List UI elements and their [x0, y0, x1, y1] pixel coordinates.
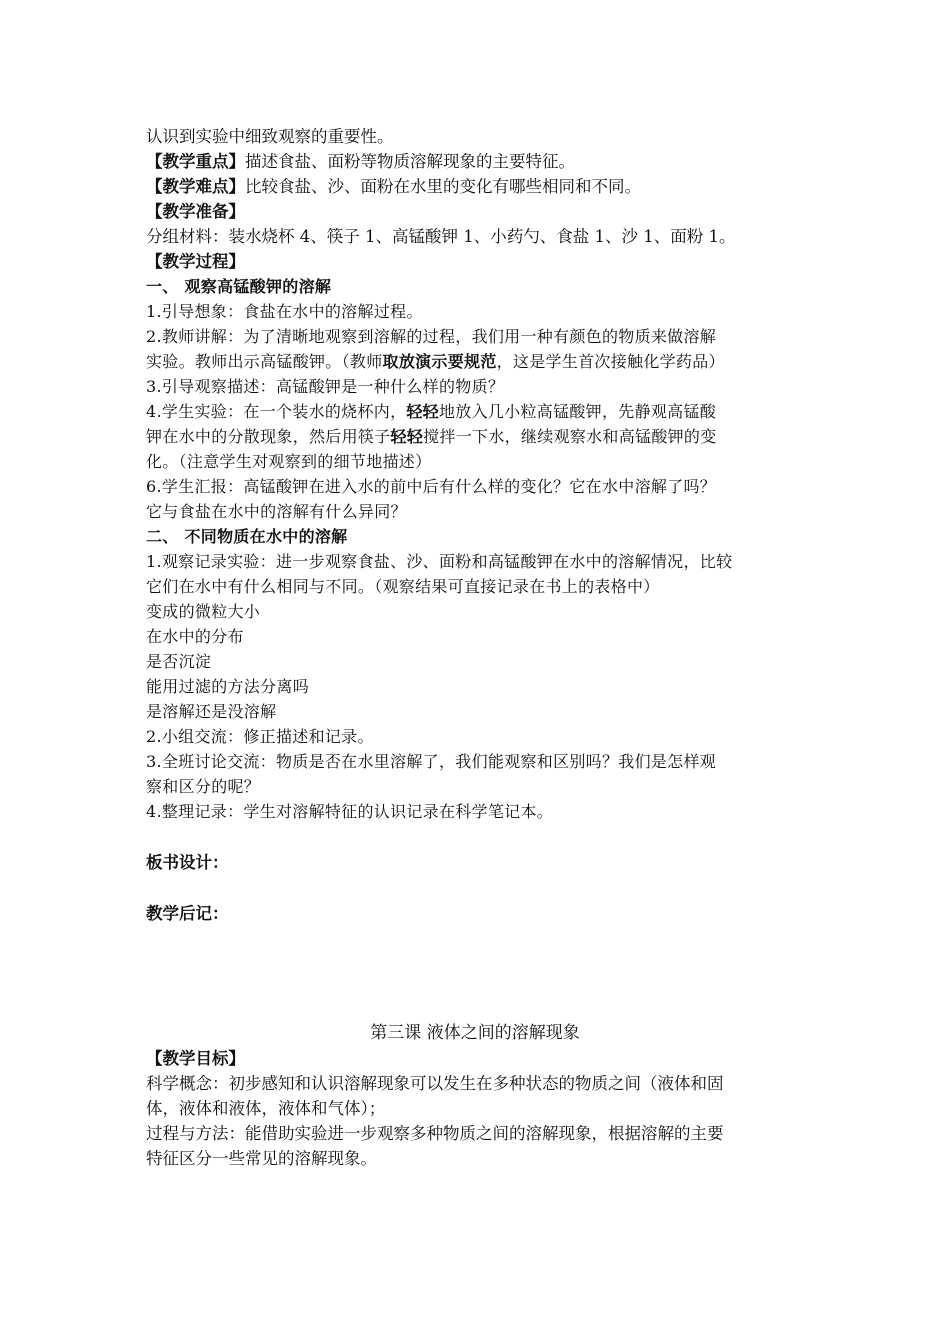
emphasis-text: 轻轻: [390, 427, 424, 446]
section-heading-preparation: 【教学准备】: [146, 202, 245, 221]
text-line: 2.小组交流：修正描述和记录。: [146, 727, 374, 746]
text-line: 6.学生汇报：高锰酸钾在进入水的前中后有什么样的变化？它在水中溶解了吗？: [146, 477, 717, 496]
section-heading-objectives: 【教学目标】: [146, 1049, 245, 1068]
subheading-2: 二、 不同物质在水中的溶解: [146, 527, 348, 546]
text-line: 比较食盐、沙、面粉在水里的变化有哪些相同和不同。: [245, 177, 641, 196]
lesson-title: 第三课 液体之间的溶解现象: [370, 1023, 580, 1043]
text-line: 4.整理记录：学生对溶解特征的认识记录在科学笔记本。: [146, 802, 554, 821]
text-line: 过程与方法：能借助实验进一步观察多种物质之间的溶解现象，根据溶解的主要: [146, 1124, 724, 1143]
text-line: 2.教师讲解：为了清晰地观察到溶解的过程，我们用一种有颜色的物质来做溶解: [146, 327, 717, 346]
text-segment: 钾在水中的分散现象，然后用筷子: [146, 427, 391, 446]
list-item: 是溶解还是没溶解: [146, 702, 277, 721]
text-line: 1.观察记录实验：进一步观察食盐、沙、面粉和高锰酸钾在水中的溶解情况，比较: [146, 552, 733, 571]
list-item: 能用过滤的方法分离吗: [146, 677, 310, 696]
text-line: 科学概念：初步感知和认识溶解现象可以发生在多种状态的物质之间（液体和固: [146, 1074, 724, 1093]
text-line: 3.全班讨论交流：物质是否在水里溶解了，我们能观察和区别吗？我们是怎样观: [146, 752, 717, 771]
emphasis-text: 轻轻: [406, 402, 439, 421]
text-line: 它们在水中有什么相同与不同。（观察结果可直接记录在书上的表格中）: [146, 577, 660, 596]
board-design-heading: 板书设计：: [146, 853, 229, 872]
section-label: 【教学重点】: [146, 152, 245, 171]
text-line: 认识到实验中细致观察的重要性。: [146, 127, 394, 146]
text-line: 分组材料：装水烧杯 4、筷子 1、高锰酸钾 1、小药勺、食盐 1、沙 1、面粉 1。: [146, 227, 736, 246]
list-item: 变成的微粒大小: [146, 602, 261, 621]
text-line: 特征区分一些常见的溶解现象。: [146, 1149, 377, 1168]
list-item: 是否沉淀: [146, 652, 212, 671]
text-line: 1.引导想象：食盐在水中的溶解过程。: [146, 302, 423, 321]
emphasis-text: 取放演示要规范: [382, 352, 497, 371]
text-line: 描述食盐、面粉等物质溶解现象的主要特征。: [245, 152, 575, 171]
post-lesson-notes-heading: 教学后记：: [146, 904, 229, 923]
section-heading-process: 【教学过程】: [146, 252, 245, 271]
text-line: 它与食盐在水中的溶解有什么异同？: [146, 502, 407, 521]
teaching-key-point: [146, 151, 575, 173]
list-item: 在水中的分布: [146, 627, 244, 646]
text-line: [146, 401, 716, 423]
text-line: [146, 426, 717, 448]
subheading-1: 一、 观察高锰酸钾的溶解: [146, 277, 332, 296]
teaching-difficulty: [146, 176, 641, 198]
section-label: 【教学难点】: [146, 177, 245, 196]
text-line: 察和区分的呢？: [146, 777, 261, 796]
text-segment: 4.学生实验：在一个装水的烧杯内，: [146, 402, 407, 421]
text-line: 3.引导观察描述：高锰酸钾是一种什么样的物质？: [146, 377, 505, 396]
text-segment: 实验。教师出示高锰酸钾。（教师: [146, 352, 383, 371]
text-line: [146, 351, 725, 373]
text-line: 体，液体和液体，液体和气体）；: [146, 1099, 386, 1118]
text-segment: 搅拌一下水，继续观察水和高锰酸钾的变: [423, 427, 717, 446]
text-line: 化。（注意学生对观察到的细节地描述）: [146, 452, 432, 471]
text-segment: 地放入几小粒高锰酸钾，先静观高锰酸: [438, 402, 717, 421]
text-segment: ，这是学生首次接触化学药品）: [496, 352, 725, 371]
